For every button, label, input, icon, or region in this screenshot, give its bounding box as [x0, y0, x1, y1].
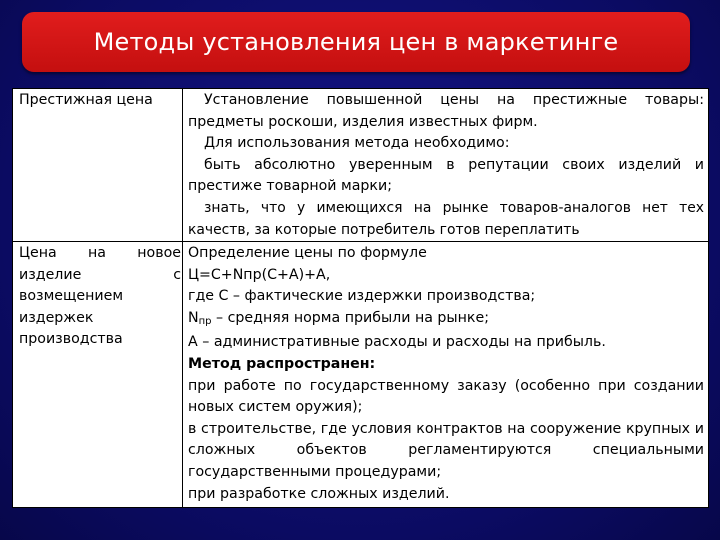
definition-n — [188, 308, 704, 333]
description-paragraph: быть абсолютно уверенным в репутации своих изделий и престиже товарной марки; — [188, 156, 704, 195]
usage-heading-text: Метод распространен: — [188, 355, 376, 372]
table-row-cost-recovery — [13, 241, 708, 510]
slide-title: Методы установления цен в маркетинге — [93, 28, 619, 56]
usage-item: при разработке сложных изделий. — [188, 485, 450, 502]
method-name: Престижная цена — [19, 92, 153, 108]
definition-n-text: – средняя норма прибыли на рынке; — [211, 309, 489, 326]
method-name-cell — [19, 243, 181, 351]
method-name: Цена на новое изделие с возмещением издержек производства — [19, 245, 181, 348]
method-description-cell — [188, 243, 704, 505]
definition-a: А – административные расходы и расходы на прибыль. — [188, 334, 606, 351]
price-formula: Ц=С+Nпр(С+А)+А, — [188, 266, 331, 283]
usage-item: при работе по государственному заказу (особенно при создании новых систем оружия); — [188, 377, 704, 416]
definition-n-symbol: N — [188, 309, 199, 326]
usage-heading — [188, 354, 704, 376]
table-row-prestige — [13, 89, 708, 241]
formula-intro: Определение цены по формуле — [188, 245, 427, 261]
method-name-cell — [19, 90, 181, 112]
description-paragraph: знать, что у имеющихся на рынке товаров-аналогов нет тех качеств, за которые потребитель готов переплатить — [188, 199, 704, 238]
usage-item: в строительстве, где условия контрактов на сооружение крупных и сложных объектов регламентируются специальными государственными процедурами; — [188, 420, 704, 480]
methods-table — [12, 88, 709, 508]
description-paragraph: Установление повышенной цены на престижные товары: предметы роскоши, изделия известных фирм. — [188, 92, 704, 130]
method-description-cell — [188, 90, 704, 241]
definition-n-subscript: пр — [198, 315, 212, 327]
definition-c: где С – фактические издержки производства; — [188, 288, 536, 305]
description-paragraph: Для использования метода необходимо: — [204, 135, 510, 152]
title-banner — [22, 12, 690, 72]
